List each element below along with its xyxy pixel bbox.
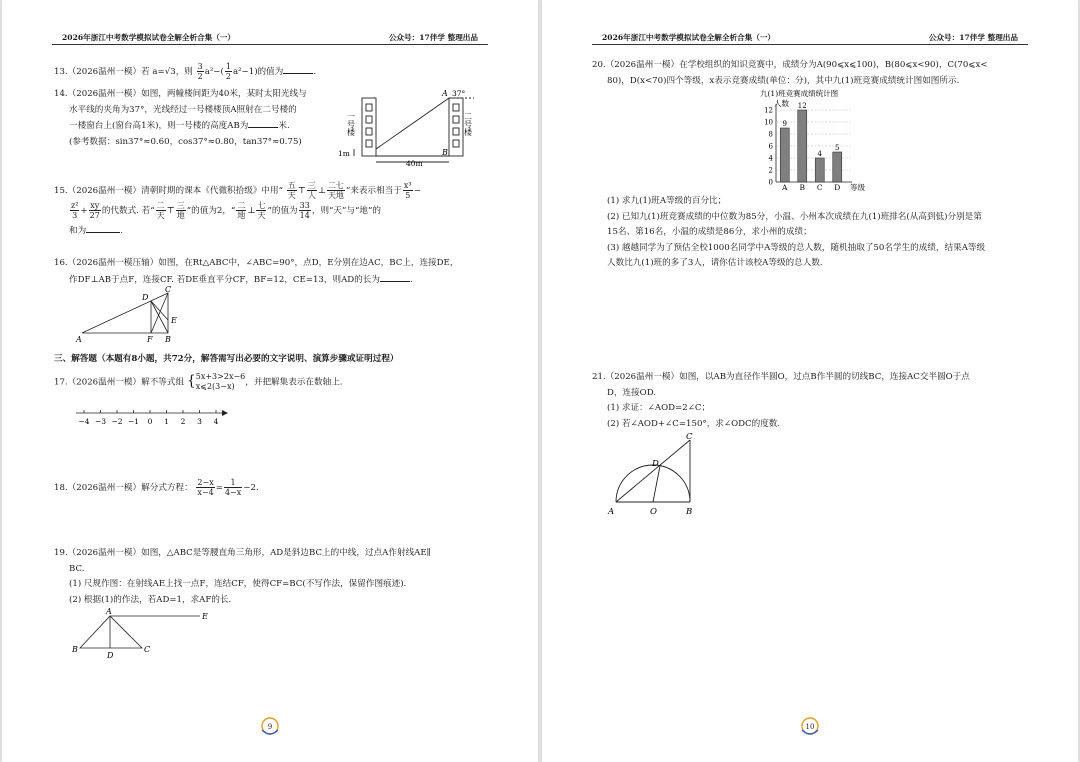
svg-text:C: C xyxy=(144,645,151,654)
svg-text:A: A xyxy=(106,607,112,616)
q21-figure xyxy=(604,430,704,520)
axis-tick-label: −1 xyxy=(127,417,140,426)
bar-value-label: 12 xyxy=(797,102,807,110)
bar-A xyxy=(780,128,789,182)
x-tick-label: D xyxy=(834,183,841,192)
bar-D xyxy=(833,152,842,182)
y-tick-label: 6 xyxy=(768,142,773,151)
page-left xyxy=(2,0,538,762)
bar-chart xyxy=(752,88,887,196)
axis-tick-label: 4 xyxy=(213,417,219,426)
header-source: 公众号：17伴学 整理出品 xyxy=(388,33,478,42)
svg-text:C: C xyxy=(686,432,693,442)
answer-blank[interactable] xyxy=(380,272,410,282)
svg-text:1m: 1m xyxy=(338,149,350,158)
y-tick-label: 0 xyxy=(768,178,773,187)
axis-tick-label: 2 xyxy=(180,417,186,426)
x-tick-label: B xyxy=(799,183,806,192)
sun-ray xyxy=(376,98,449,149)
y-tick-label: 10 xyxy=(764,118,773,127)
axis-tick-label: −4 xyxy=(78,417,90,426)
answer-blank[interactable] xyxy=(248,118,278,128)
svg-text:E: E xyxy=(202,612,208,621)
question-20: 20.（2026温州一模）在学校组织的知识竞赛中，成绩分为A(90⩽x⩽100)，B(80⩽x<90)，C(70⩽x< 80)，D(x<70)四个等级，x表示竞赛成绩(单位：分)，其中九(1)班竞赛成绩统计图如图所示. xyxy=(592,60,988,86)
chart-title: 九(1)班竞赛成绩统计图 xyxy=(760,89,839,98)
svg-text:E: E xyxy=(171,316,177,325)
y-tick-label: 12 xyxy=(764,106,773,115)
page-number-badge xyxy=(259,716,281,738)
section-heading: 三、解答题（本题有8小题，共72分，解答需写出必要的文字说明、演算步骤或证明过程） xyxy=(54,354,399,364)
header-rule xyxy=(52,44,488,45)
q19-figure xyxy=(70,604,220,660)
page-right xyxy=(542,0,1078,762)
bar-value-label: 5 xyxy=(835,144,840,152)
question-21: 21.（2026温州一模）如图，以AB为直径作半圆O，过点B作半圆的切线BC，连接AC交半圆O于点 D，连接OD. (1) 求证：∠AOD=2∠C； (2) 若∠AOD+∠C=150°，求∠ODC的度数. xyxy=(592,372,970,429)
svg-text:D: D xyxy=(652,459,659,469)
svg-text:O: O xyxy=(650,507,657,517)
number-line[interactable] xyxy=(72,405,232,431)
y-tick-label: 2 xyxy=(768,166,773,175)
axis-tick-label: 0 xyxy=(147,417,153,426)
question-15: 15.（2026温州一模）清朝时期的课本《代微积拾级》中用“ $\frac{\text{五}}{\text{天}}$ ⊤ $\frac{\text{三}}{\text{人}}$ ⊥ $\frac{\text{二七}}{\text{天地}}$ ”来表示相当于 $\frac{\text{x³}}{5}$ − $\frac{\text{z²}}{3}$ + $\frac{xy}{27}$ 的代数式. 若“ $\frac{\text{二}}{\text{天}}$ ⊤ $\frac{\text{三}}{\text{地}}$ ”的值为2，“ $\frac{\text{二}}{\text{地}}$ ⊥ $\frac{\text{七}}{\text{天}}$ ”的值为 $\frac{33}{14}$ ，则“天”与“地”的 和为 . xyxy=(54,181,421,236)
svg-text:B: B xyxy=(72,645,78,654)
svg-text:C: C xyxy=(165,286,172,294)
question-13: 13.（2026温州一模）若 a=√3，则 $\frac{3}{2}$ a²−( $\frac{1}{2}$ a²−1)的值为 . xyxy=(54,62,317,81)
q14-figure xyxy=(334,86,484,168)
y-tick-label: 8 xyxy=(768,130,773,139)
axis-tick-label: 3 xyxy=(197,417,202,426)
svg-text:A: A xyxy=(442,89,448,98)
axis-tick-label: −3 xyxy=(94,417,107,426)
svg-text:A: A xyxy=(76,335,82,344)
page-number: 10 xyxy=(805,723,815,731)
question-17: 17.（2026温州一模）解不等式组 { 5x+3>2x−6 x⩽2(3−x) ，并把解集表示在数轴上. xyxy=(54,372,343,391)
q16-figure xyxy=(74,286,194,346)
question-18: 18.（2026温州一模）解分式方程： $\frac{2-x}{x-4}$ = $\frac{1}{4-x}$ −2. xyxy=(54,478,259,497)
x-tick-label: C xyxy=(816,183,823,192)
svg-text:A: A xyxy=(608,507,615,517)
question-20-parts: (1) 求九(1)班A等级的百分比； (2) 已知九(1)班竞赛成绩的中位数为85分，小温、小州本次成绩在九(1)班排名(从高到低)分别是第 15名、第16名，小温的成绩是86分，求小州的成绩； (3) 越越同学为了预估全校1000名同学中A等级的总人数，随机抽取了50名学生的成绩，结果A等级 人数比九(1)班的多了3人，请你估计该校A等级的总人数. xyxy=(607,196,986,268)
answer-blank[interactable] xyxy=(283,64,313,74)
svg-text:F: F xyxy=(147,335,153,344)
svg-text:40m: 40m xyxy=(406,159,423,168)
svg-text:D: D xyxy=(107,651,114,660)
page-number-badge xyxy=(799,716,821,738)
bar-value-label: 4 xyxy=(817,150,822,158)
header-title: 2026年浙江中考数学模拟试卷全解全析合集（一） xyxy=(62,33,236,42)
svg-text:D: D xyxy=(142,293,149,302)
question-16: 16.（2026温州一模压轴）如图，在Rt△ABC中，∠ABC=90°，点D，E分别在边AC，BC上，连接DE， 作DF⊥AB于点F，连接CF. 若DE垂直平分CF，BF=12，CE=13，则AD的长为 . xyxy=(54,258,459,285)
page-number: 9 xyxy=(267,723,273,731)
bar-C xyxy=(815,158,824,182)
svg-text:B: B xyxy=(686,507,693,517)
chart-ylabel: 人数 xyxy=(774,99,789,108)
y-tick-label: 4 xyxy=(768,154,773,163)
axis-tick-label: 1 xyxy=(164,417,169,426)
header-source: 公众号：17伴学 整理出品 xyxy=(928,33,1018,42)
svg-text:一号楼: 一号楼 xyxy=(346,112,356,136)
chart-xlabel: 等级 xyxy=(850,183,865,192)
axis-tick-label: −2 xyxy=(111,417,123,426)
bar-B xyxy=(798,110,807,182)
x-tick-label: A xyxy=(782,183,788,192)
bar-value-label: 9 xyxy=(782,120,787,128)
header-title: 2026年浙江中考数学模拟试卷全解全析合集（一） xyxy=(602,33,776,42)
svg-text:37°: 37° xyxy=(452,89,466,98)
svg-text:二号楼: 二号楼 xyxy=(463,112,473,136)
question-14: 14.（2026温州一模）如图，两幢楼间距为40米，某时太阳光线与 水平线的夹角为37°，光线经过一号楼楼顶A照射在二号楼的 一楼窗台上(窗台高1米)，则一号楼的高度AB为 米. (参考数据：sin37°≈0.60，cos37°≈0.80，tan37°≈0.75) xyxy=(54,89,307,147)
header-rule xyxy=(592,44,1028,45)
svg-text:B: B xyxy=(442,148,448,157)
answer-blank[interactable] xyxy=(86,223,120,233)
question-19: 19.（2026温州一模）如图，△ABC是等腰直角三角形，AD是斜边BC上的中线，过点A作射线AE∥ BC. (1) 尺规作图：在射线AE上找一点F，连结CF，使得CF=BC(不写作法，保留作图痕迹). (2) 根据(1)的作法，若AD=1，求AF的长. xyxy=(54,548,431,605)
svg-text:B: B xyxy=(165,335,171,344)
